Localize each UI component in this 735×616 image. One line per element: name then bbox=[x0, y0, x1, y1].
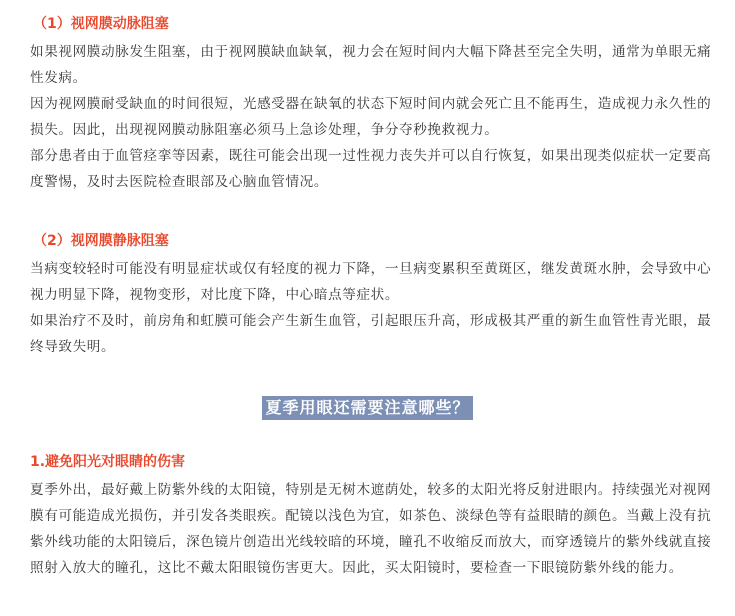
section-heading-retinal-artery-occlusion: （1）视网膜动脉阻塞 bbox=[33, 16, 169, 32]
paragraph-artery-3: 部分患者由于血管痉挛等因素，既往可能会出现一过性视力丧失并可以自行恢复，如果出现类似症状一定要高度警惕，及时去医院检查眼部及心脑血管情况。 bbox=[30, 148, 712, 190]
paragraph-vein-1: 当病变较轻时可能没有明显症状或仅有轻度的视力下降，一旦病变累积至黄斑区，继发黄斑水肿，会导致中心视力明显下降，视物变形，对比度下降，中心暗点等症状。 bbox=[30, 261, 712, 303]
section-heading-retinal-vein-occlusion: （2）视网膜静脉阻塞 bbox=[33, 233, 169, 249]
paragraph-sun-protection: 夏季外出，最好戴上防紫外线的太阳镜，特别是无树木遮荫处，较多的太阳光将反射进眼内。持续强光对视网膜有可能造成光损伤，并引发各类眼疾。配镜以浅色为宜，如茶色、淡绿色等有益眼睛的颜色。当戴上没有抗紫外线功能的太阳镜后，深色镜片创造出光线较暗的环境，瞳孔不收缩反而放大，而穿透镜片的紫外线就直接照射入放大的瞳孔，这比不戴太阳眼镜伤害更大。因此，买太阳镜时，要检查一下眼镜防紫外线的能力。 bbox=[30, 482, 712, 576]
banner-row bbox=[0, 396, 735, 420]
paragraph-artery-1: 如果视网膜动脉发生阻塞，由于视网膜缺血缺氧，视力会在短时间内大幅下降甚至完全失明，通常为单眼无痛性发病。 bbox=[30, 44, 712, 86]
subsection-heading-sun-protection: 1.避免阳光对眼睛的伤害 bbox=[30, 454, 186, 470]
summer-eye-care-banner: 夏季用眼还需要注意哪些？ bbox=[262, 396, 472, 420]
paragraph-vein-2: 如果治疗不及时，前房角和虹膜可能会产生新生血管，引起眼压升高，形成极其严重的新生血管性青光眼，最终导致失明。 bbox=[30, 313, 712, 355]
paragraph-artery-2: 因为视网膜耐受缺血的时间很短，光感受器在缺氧的状态下短时间内就会死亡且不能再生，造成视力永久性的损失。因此，出现视网膜动脉阻塞必须马上急诊处理，争分夺秒挽救视力。 bbox=[30, 96, 712, 138]
